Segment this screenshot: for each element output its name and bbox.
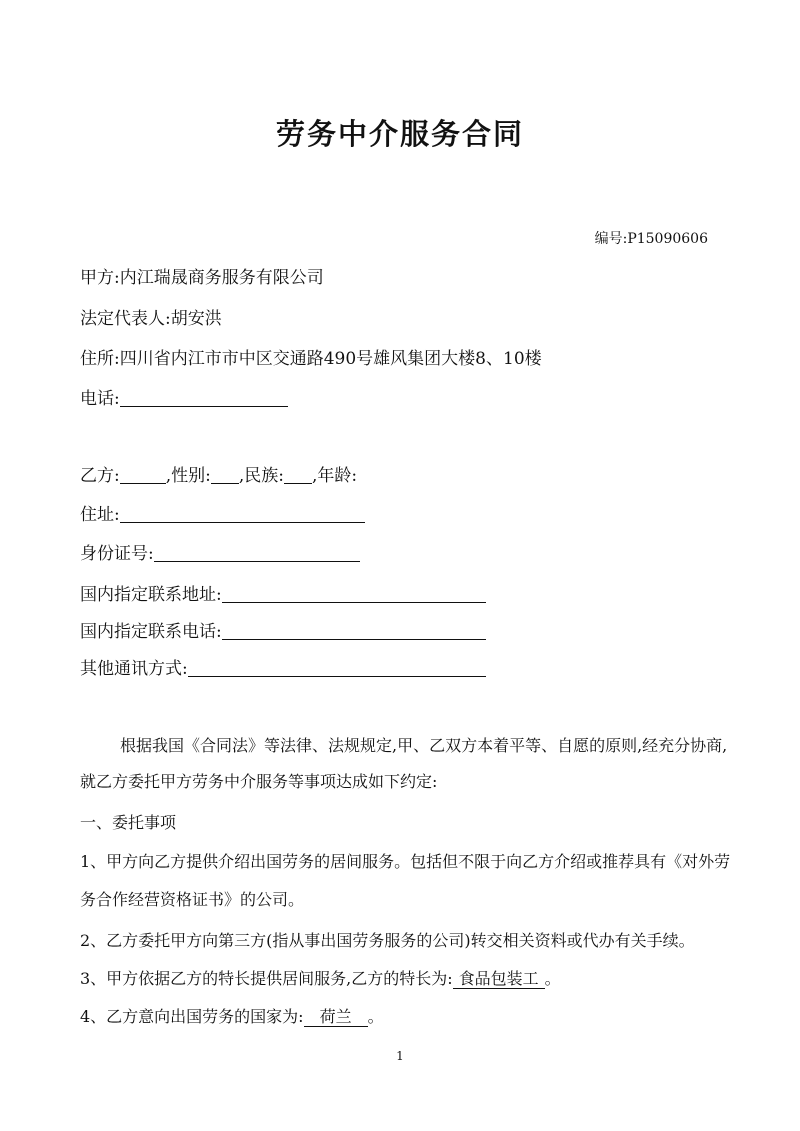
document-title: 劳务中介服务合同	[275, 117, 524, 151]
intro-line-1: 根据我国《合同法》等法律、法规规定,甲、乙双方本着平等、自愿的原则,经充分协商,	[120, 736, 728, 755]
party-b-ethnicity-label: ,民族:	[238, 466, 285, 486]
party-b-domestic-address-label: 国内指定联系地址:	[80, 585, 222, 605]
party-b-age-label: ,年龄:	[312, 466, 358, 486]
party-a-name: 内江瑞晟商务服务有限公司	[119, 268, 324, 288]
party-a-address-label: 住所:	[80, 349, 120, 369]
party-a-address-line	[80, 344, 542, 369]
party-a-name-line	[80, 263, 324, 288]
section-1-item-1-line-2: 务合作经营资格证书》的公司。	[80, 890, 305, 909]
party-a-phone-blank[interactable]	[120, 388, 288, 407]
document-number-label: 编号:	[594, 231, 628, 247]
section-1-item-3-suffix: 。	[544, 969, 561, 988]
party-a-phone-line	[80, 384, 288, 409]
document-number	[595, 228, 708, 248]
party-b-id-label: 身份证号:	[80, 544, 154, 564]
party-a-rep-line	[80, 304, 222, 329]
document-number-value: P15090606	[627, 231, 708, 247]
party-b-gender-blank[interactable]	[211, 465, 239, 484]
party-b-other-contact-blank[interactable]	[188, 658, 486, 677]
party-b-domestic-phone-blank[interactable]	[222, 621, 486, 640]
party-b-other-contact-label: 其他通讯方式:	[80, 659, 188, 679]
party-b-address-blank[interactable]	[120, 504, 365, 523]
party-b-domestic-address-blank[interactable]	[222, 584, 486, 603]
party-b-address-label: 住址:	[80, 505, 120, 525]
party-b-info-line	[80, 461, 357, 486]
page-number: 1	[396, 1049, 404, 1063]
party-b-gender-label: ,性别:	[165, 466, 211, 486]
party-b-name-blank[interactable]	[120, 465, 166, 484]
party-a-rep-label: 法定代表人:	[80, 309, 171, 329]
destination-country-value[interactable]: 荷兰	[304, 1008, 368, 1027]
section-1-heading: 一、委托事项	[80, 813, 177, 832]
party-b-domestic-phone-label: 国内指定联系电话:	[80, 622, 222, 642]
party-b-name-label: 乙方:	[80, 466, 120, 486]
party-b-ethnicity-blank[interactable]	[284, 465, 312, 484]
party-b-domestic-address-line	[80, 580, 486, 605]
party-a-phone-label: 电话:	[80, 389, 120, 409]
party-b-id-blank[interactable]	[154, 543, 360, 562]
section-1-item-1-line-1: 1、甲方向乙方提供介绍出国劳务的居间服务。包括但不限于向乙方介绍或推荐具有《对外劳	[80, 852, 731, 871]
section-1-item-4-prefix: 4、乙方意向出国劳务的国家为:	[80, 1007, 304, 1026]
party-b-domestic-phone-line	[80, 617, 486, 642]
party-a-rep: 胡安洪	[170, 309, 222, 329]
intro-line-2: 就乙方委托甲方劳务中介服务等事项达成如下约定:	[80, 772, 438, 791]
party-b-address-line	[80, 500, 365, 525]
section-1-item-3-prefix: 3、甲方依据乙方的特长提供居间服务,乙方的特长为:	[80, 969, 453, 988]
section-1-item-3	[80, 966, 730, 989]
party-b-id-line	[80, 539, 360, 564]
specialty-value[interactable]: 食品包装工	[453, 970, 545, 989]
section-1-item-4	[80, 1004, 730, 1027]
party-b-other-contact-line	[80, 654, 486, 679]
section-1-item-4-suffix: 。	[367, 1007, 384, 1026]
section-1-item-2: 2、乙方委托甲方向第三方(指从事出国劳务服务的公司)转交相关资料或代办有关手续。	[80, 931, 695, 950]
party-a-address: 四川省内江市市中区交通路490号雄风集团大楼8、10楼	[119, 349, 542, 369]
party-a-name-label: 甲方:	[80, 268, 120, 288]
